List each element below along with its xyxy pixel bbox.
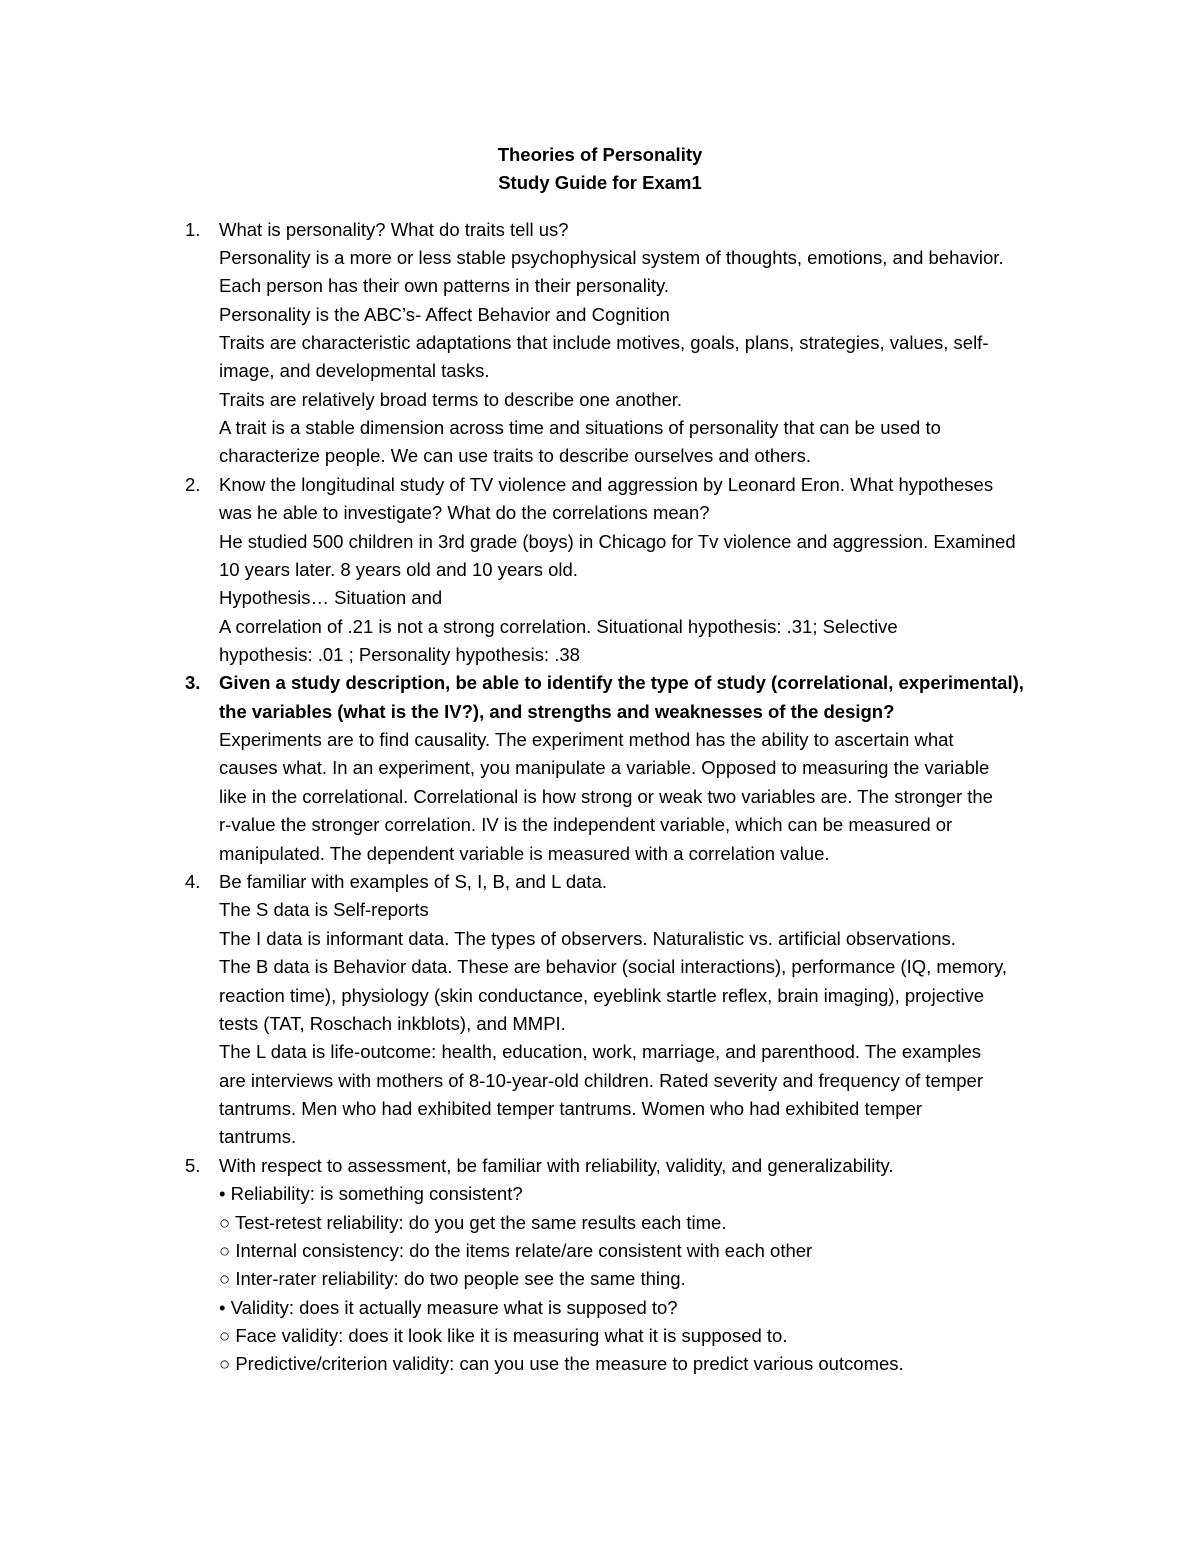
item-4-line: tantrums. [219,1126,297,1147]
item-3-question: Given a study description, be able to identify the type of study (correlational, experimental), [219,672,1024,693]
item-1-line: A trait is a stable dimension across time and situations of personality that can be used to [219,417,941,438]
item-2-line: A correlation of .21 is not a strong correlation. Situational hypothesis: .31; Selective [219,616,898,637]
document-title: Theories of Personality [497,144,703,165]
item-1-line: Personality is a more or less stable psychophysical system of thoughts, emotions, and behavior. [219,247,1004,268]
item-4-line: The B data is Behavior data. These are behavior (social interactions), performance (IQ, memory, [219,956,1007,977]
item-4-line: The L data is life-outcome: health, education, work, marriage, and parenthood. The examples [219,1041,982,1062]
item-3-line: like in the correlational. Correlational is how strong or weak two variables are. The stronger the [219,786,993,807]
item-1-line: characterize people. We can use traits to describe ourselves and others. [219,445,811,466]
item-5-sub-bullet: ○ Inter-rater reliability: do two people see the same thing. [219,1268,686,1289]
item-2-line: 10 years later. 8 years old and 10 years old. [219,559,578,580]
item-3-question: the variables (what is the IV?), and strengths and weaknesses of the design? [219,701,895,722]
item-5-sub-bullet: ○ Test-retest reliability: do you get the same results each time. [219,1212,727,1233]
item-number-3: 3. [185,672,201,693]
item-5-sub-bullet: ○ Face validity: does it look like it is measuring what it is supposed to. [219,1325,788,1346]
item-4-line: are interviews with mothers of 8-10-year-old children. Rated severity and frequency of temper [219,1070,983,1091]
item-1-line: Traits are characteristic adaptations that include motives, goals, plans, strategies, values, self- [219,332,989,353]
item-2-question: was he able to investigate? What do the correlations mean? [219,502,710,523]
item-4-line: tantrums. Men who had exhibited temper tantrums. Women who had exhibited temper [219,1098,923,1119]
item-4-line: The S data is Self-reports [219,899,429,920]
item-number-5: 5. [185,1155,201,1176]
item-4-line: reaction time), physiology (skin conductance, eyeblink startle reflex, brain imaging), projective [219,985,985,1006]
item-5-sub-bullet: ○ Internal consistency: do the items relate/are consistent with each other [219,1240,813,1261]
item-number-4: 4. [185,871,201,892]
item-1-line: Traits are relatively broad terms to describe one another. [219,389,683,410]
item-3-line: manipulated. The dependent variable is measured with a correlation value. [219,843,830,864]
item-2-line: Hypothesis… Situation and [219,587,443,608]
item-4-line: The I data is informant data. The types of observers. Naturalistic vs. artificial observations. [219,928,956,949]
item-1-line: Each person has their own patterns in their personality. [219,275,670,296]
item-number-1: 1. [185,219,201,240]
item-2-question: Know the longitudinal study of TV violence and aggression by Leonard Eron. What hypotheses [219,474,994,495]
item-4-question: Be familiar with examples of S, I, B, and L data. [219,871,608,892]
item-2-line: He studied 500 children in 3rd grade (boys) in Chicago for Tv violence and aggression. Examined [219,531,1016,552]
item-3-line: r-value the stronger correlation. IV is the independent variable, which can be measured or [219,814,953,835]
item-5-question: With respect to assessment, be familiar with reliability, validity, and generalizability. [219,1155,894,1176]
item-2-line: hypothesis: .01 ; Personality hypothesis: .38 [219,644,580,665]
item-5-sub-bullet: ○ Predictive/criterion validity: can you use the measure to predict various outcomes. [219,1353,904,1374]
item-number-2: 2. [185,474,201,495]
item-1-line: Personality is the ABC’s- Affect Behavior and Cognition [219,304,670,325]
item-5-bullet: • Reliability: is something consistent? [219,1183,523,1204]
item-1-line: image, and developmental tasks. [219,360,490,381]
item-5-bullet: • Validity: does it actually measure what is supposed to? [219,1297,678,1318]
item-4-line: tests (TAT, Roschach inkblots), and MMPI. [219,1013,566,1034]
document-subtitle: Study Guide for Exam1 [498,172,702,193]
item-3-line: causes what. In an experiment, you manipulate a variable. Opposed to measuring the variable [219,757,990,778]
item-3-line: Experiments are to find causality. The experiment method has the ability to ascertain what [219,729,954,750]
item-1-question: What is personality? What do traits tell us? [219,219,569,240]
